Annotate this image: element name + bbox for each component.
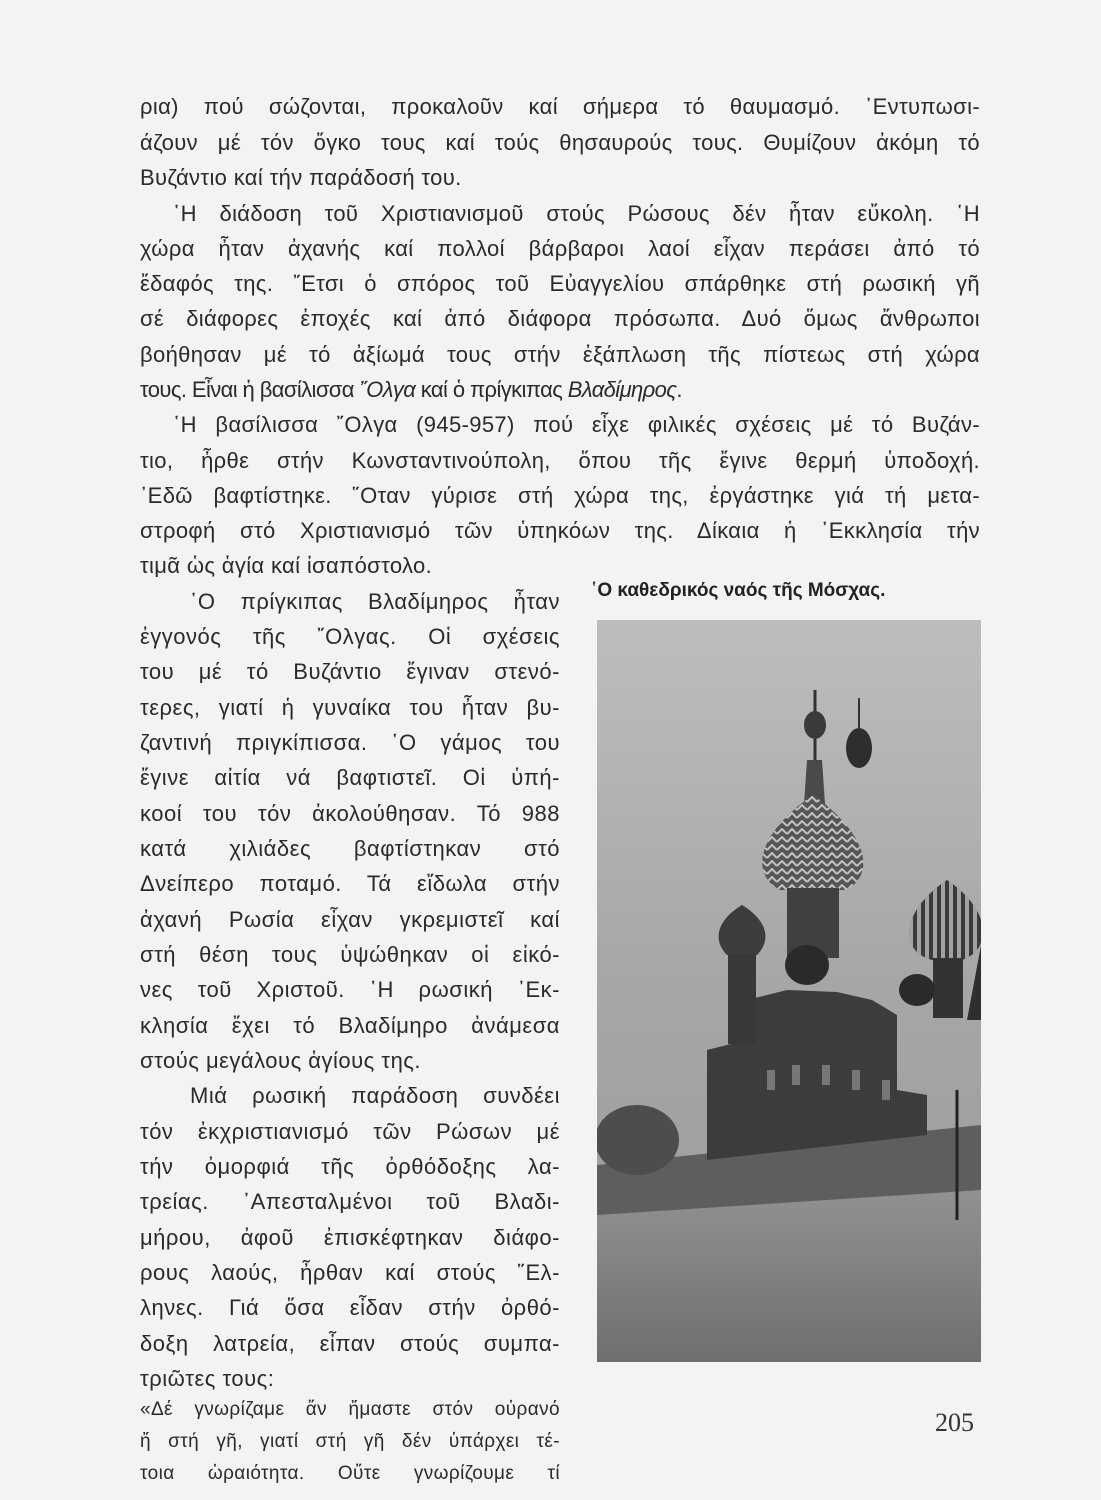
page-number: 205	[935, 1408, 974, 1437]
paragraph4-line-7: κοοί του τόν ἀκολούθησαν. Τό 988	[140, 801, 560, 826]
paragraph4-line-1: ῾Ο πρίγκιπας Βλαδίμηρος ἦταν	[190, 589, 560, 614]
paragraph4-line-8: κατά χιλιάδες βαφτίστηκαν στό	[140, 836, 560, 861]
paragraph5-line-4: τρείας. ᾿Απεσταλμένοι τοῦ Βλαδι-	[140, 1189, 560, 1214]
paragraph5-line-7: ληνες. Γιά ὅσα εἶδαν στήν ὀρθό-	[140, 1295, 560, 1320]
paragraph4-line-12: νες τοῦ Χριστοῦ. ῾Η ρωσική ᾿Εκ-	[140, 977, 560, 1002]
paragraph4-line-11: στή θέση τους ὑψώθηκαν οἱ εἰκό-	[140, 942, 560, 967]
paragraph4-line-5: ζαντινή πριγκίπισσα. ῾Ο γάμος του	[140, 730, 560, 755]
central-dome	[804, 711, 826, 739]
paragraph3-line-3: ᾿Εδῶ βαφτίστηκε. ῞Οταν γύρισε στή χώρα της, ἐργάστηκε γιά τή μετα-	[140, 483, 980, 508]
text-run: καί ὁ πρίγκιπας	[415, 377, 568, 402]
quote-line-3: τοια ὡραιότητα. Οὔτε γνωρίζουμε τί	[140, 1463, 560, 1484]
paragraph4-line-3: του μέ τό Βυζάντιο ἔγιναν στενό-	[140, 659, 560, 684]
quote-line-2: ἤ στή γῆ, γιατί στή γῆ δέν ὑπάρχει τέ-	[140, 1431, 560, 1452]
paragraph2-line-3: ἔδαφός της. ῎Ετσι ὁ σπόρος τοῦ Εὐαγγελίου σπάρθηκε στή ρωσική γῆ	[140, 271, 980, 296]
paragraph4-line-4: τερες, γιατί ἡ γυναίκα του ἦταν βυ-	[140, 695, 560, 720]
paragraph5-line-8: δοξη λατρεία, εἶπαν στούς συμπα-	[140, 1331, 560, 1356]
paragraph4-line-2: ἐγγονός τῆς ῎Ολγας. Οἱ σχέσεις	[140, 624, 560, 649]
mid-dome	[785, 945, 829, 985]
text-run: .	[676, 377, 682, 402]
figure-caption: ῾Ο καθεδρικός ναός τῆς Μόσχας.	[591, 580, 886, 601]
paragraph4-line-6: ἔγινε αἰτία νά βαφτιστεῖ. Οἱ ὑπή-	[140, 765, 560, 790]
small-dome	[846, 728, 872, 768]
paragraph4-line-14: στούς μεγάλους ἁγίους της.	[140, 1048, 422, 1073]
cathedral-photo	[597, 620, 981, 1362]
paragraph5-line-3: τήν ὀμορφιά τῆς ὀρθόδοξης λα-	[140, 1154, 560, 1179]
text-run: τους. Εἶναι ἡ βασίλισσα	[140, 377, 360, 402]
paragraph5-line-5: μήρου, ἀφοῦ ἐπισκέφτηκαν διάφο-	[140, 1225, 560, 1250]
paragraph2-line-4: σέ διάφορες ἐποχές καί ἀπό διάφορα πρόσωπα. Δυό ὅμως ἄνθρωποι	[140, 306, 980, 331]
paragraph5-line-9: τριῶτες τους:	[140, 1366, 275, 1391]
paragraph2-line-6	[140, 375, 980, 405]
paragraph3-line-2: τιο, ἦρθε στήν Κωνσταντινούπολη, ὅπου τῆς ἔγινε θερμή ὑποδοχή.	[140, 448, 980, 473]
paragraph2-line-1: ῾Η διάδοση τοῦ Χριστιανισμοῦ στούς Ρώσους δέν ἦταν εὔκολη. ῾Η	[173, 201, 980, 226]
name-olga: ῎Ολγα	[359, 377, 416, 402]
paragraph1-line-3: Βυζάντιο καί τήν παράδοσή του.	[140, 165, 462, 190]
paragraph3-line-5: τιμᾶ ὡς ἁγία καί ἰσαπόστολο.	[140, 553, 433, 578]
paragraph5-line-1: Μιά ρωσική παράδοση συνδέει	[190, 1083, 560, 1108]
paragraph3-line-4: στροφή στό Χριστιανισμό τῶν ὑπηκόων της. Δίκαια ἡ ᾿Εκκλησία τήν	[140, 518, 980, 543]
paragraph5-line-6: ρους λαούς, ἦρθαν καί στούς ῞Ελ-	[140, 1260, 560, 1285]
paragraph1-line-2: άζουν μέ τόν ὄγκο τους καί τούς θησαυρούς τους. Θυμίζουν ἀκόμη τό	[140, 130, 980, 155]
paragraph1-line-1: ρια) πού σώζονται, προκαλοῦν καί σήμερα τό θαυμασμό. ᾿Εντυπωσι-	[140, 94, 980, 119]
quote-line-1: «Δέ γνωρίζαμε ἄν ἤμαστε στόν οὐρανό	[140, 1399, 560, 1420]
paragraph4-line-9: Δνείπερο ποταμό. Τά εἴδωλα στήν	[140, 871, 560, 896]
paragraph2-line-2: χώρα ἦταν ἀχανής καί πολλοί βάρβαροι λαοί εἶχαν περάσει ἀπό τό	[140, 236, 980, 261]
name-vladimir: Βλαδίμηρος	[567, 377, 677, 402]
paragraph3-line-1: ῾Η βασίλισσα ῎Ολγα (945-957) πού εἶχε φιλικές σχέσεις μέ τό Βυζάν-	[173, 412, 980, 437]
paragraph2-line-5: βοήθησαν μέ τό ἀξίωμά τους στήν ἐξάπλωση τῆς πίστεως στή χώρα	[140, 342, 980, 367]
paragraph5-line-2: τόν ἐκχριστιανισμό τῶν Ρώσων μέ	[140, 1119, 560, 1144]
paragraph4-line-10: ἀχανή Ρωσία εἶχαν γκρεμιστεῖ καί	[140, 907, 560, 932]
tree	[597, 1105, 679, 1175]
paragraph4-line-13: κλησία ἔχει τό Βλαδίμηρο ἀνάμεσα	[140, 1013, 560, 1038]
